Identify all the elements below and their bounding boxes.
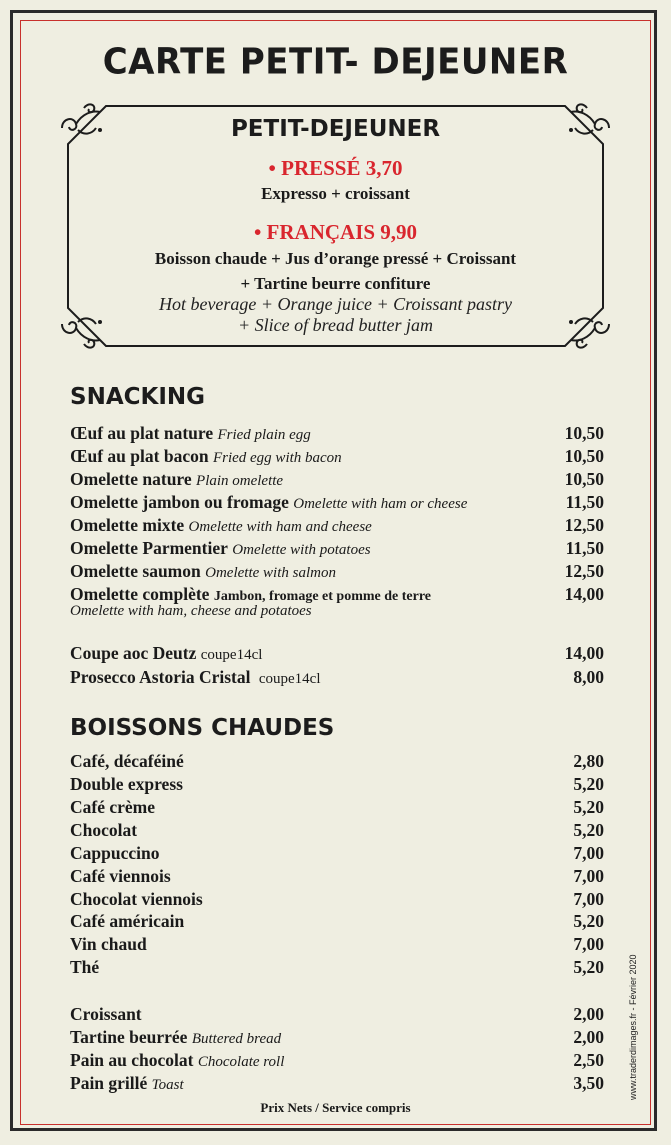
item-price: 10,50: [564, 446, 604, 466]
item-price: 5,20: [573, 797, 604, 817]
item-price: 5,20: [573, 774, 604, 794]
item-translation: Toast: [151, 1077, 184, 1093]
menu-item-row: [70, 843, 604, 865]
section-title-boissons-chaudes: BOISSONS CHAUDES: [70, 715, 335, 741]
item-price: 12,50: [564, 515, 604, 535]
menu-item-row: [70, 643, 604, 665]
item-name: Tartine beurrée: [70, 1027, 188, 1047]
menu-item-row: [70, 866, 604, 888]
menu-title: CARTE PETIT- DEJEUNER: [102, 41, 569, 83]
item-name: Omelette complète: [70, 584, 210, 604]
offer-presse-desc: Expresso + croissant: [261, 184, 410, 203]
menu-item-row: [70, 1027, 604, 1049]
item-price: 7,00: [573, 934, 604, 954]
item-name: Omelette saumon: [70, 561, 201, 581]
item-name: Café crème: [70, 797, 156, 817]
menu-item-row: [70, 820, 604, 842]
item-price: 14,00: [564, 584, 604, 604]
item-translation: Buttered bread: [191, 1031, 282, 1047]
item-translation: Plain omelette: [196, 473, 284, 489]
item-translation: Omelette with ham or cheese: [293, 496, 468, 512]
corner-swirl-ornament-icon: [567, 310, 613, 352]
menu-item-row: [70, 423, 604, 445]
item-name: Café viennois: [70, 866, 171, 886]
menu-item-row: [70, 957, 604, 979]
menu-item-row: [70, 1050, 604, 1072]
item-name: Thé: [70, 957, 100, 977]
item-translation: Fried plain egg: [217, 427, 311, 443]
item-price: 11,50: [565, 492, 604, 512]
menu-item-row: [70, 469, 604, 491]
corner-swirl-ornament-icon: [58, 100, 104, 142]
item-name: Omelette Parmentier: [70, 538, 228, 558]
menu-item-row: [70, 889, 604, 911]
item-price: 2,00: [573, 1004, 604, 1024]
menu-item-row: [70, 492, 604, 514]
item-name: Œuf au plat bacon: [70, 446, 209, 466]
offer-francais-en-2: + Slice of bread butter jam: [238, 315, 433, 335]
item-name: Double express: [70, 774, 183, 794]
item-unit: coupe14cl: [200, 647, 263, 663]
item-name: Prosecco Astoria Cristal: [70, 667, 251, 687]
item-price: 2,50: [573, 1050, 604, 1070]
offer-presse-name: • PRESSÉ 3,70: [268, 156, 403, 180]
item-price: 5,20: [573, 957, 604, 977]
item-name: Omelette nature: [70, 469, 192, 489]
item-price: 3,50: [573, 1073, 604, 1093]
item-price: 2,00: [573, 1027, 604, 1047]
menu-item-row: [70, 751, 604, 773]
side-credit: www.traderdimages.fr - Février 2020: [628, 954, 638, 1100]
item-name: Café américain: [70, 911, 185, 931]
menu-item-row: [70, 446, 604, 468]
menu-item-row: [70, 1073, 604, 1095]
corner-swirl-ornament-icon: [567, 100, 613, 142]
offer-francais-desc-1: Boisson chaude + Jus d’orange pressé + Croissant: [154, 249, 517, 268]
item-price: 12,50: [564, 561, 604, 581]
menu-item-row: [70, 934, 604, 956]
item-name: Cappuccino: [70, 843, 160, 863]
item-translation: Fried egg with bacon: [212, 450, 342, 466]
item-unit: coupe14cl: [258, 671, 321, 687]
menu-item-row: [70, 1004, 604, 1026]
item-name: Chocolat: [70, 820, 138, 840]
item-price: 2,80: [573, 751, 604, 771]
offer-francais-en-1: Hot beverage + Orange juice + Croissant pastry: [158, 294, 513, 314]
menu-item-row: [70, 561, 604, 583]
item-name: Vin chaud: [70, 934, 147, 954]
item-price: 5,20: [573, 911, 604, 931]
item-translation: Omelette with ham, cheese and potatoes: [70, 603, 312, 619]
item-price: 10,50: [564, 469, 604, 489]
breakfast-offer-box: [66, 104, 605, 348]
offer-francais-desc-2: + Tartine beurre confiture: [240, 274, 431, 293]
item-name: Omelette jambon ou fromage: [70, 492, 289, 512]
item-translation: Omelette with ham and cheese: [188, 519, 372, 535]
item-price: 5,20: [573, 820, 604, 840]
section-title-snacking: SNACKING: [70, 384, 206, 410]
item-name: Pain au chocolat: [70, 1050, 194, 1070]
menu-item-row: [70, 797, 604, 819]
item-name: Café, décaféiné: [70, 751, 184, 771]
item-price: 7,00: [573, 866, 604, 886]
menu-item-row: [70, 911, 604, 933]
promo-heading: PETIT-DEJEUNER: [230, 116, 441, 142]
item-name: Omelette mixte: [70, 515, 185, 535]
item-description: Jambon, fromage et pomme de terre: [213, 589, 432, 604]
item-price: 8,00: [573, 667, 604, 687]
item-name: Croissant: [70, 1004, 142, 1024]
corner-swirl-ornament-icon: [58, 310, 104, 352]
menu-item-row: [70, 667, 604, 689]
item-name: Œuf au plat nature: [70, 423, 214, 443]
offer-francais-name: • FRANÇAIS 9,90: [253, 220, 418, 244]
item-translation: Omelette with potatoes: [232, 542, 371, 558]
item-name: Coupe aoc Deutz: [70, 643, 197, 663]
menu-item-row: [70, 538, 604, 560]
item-name: Chocolat viennois: [70, 889, 203, 909]
item-price: 11,50: [565, 538, 604, 558]
item-price: 7,00: [573, 889, 604, 909]
item-price: 14,00: [564, 643, 604, 663]
footer-note: Prix Nets / Service compris: [260, 1100, 411, 1115]
menu-item-row: [70, 774, 604, 796]
item-translation: Chocolate roll: [197, 1054, 285, 1070]
item-price: 7,00: [573, 843, 604, 863]
item-name: Pain grillé: [70, 1073, 148, 1093]
item-translation: Omelette with salmon: [205, 565, 336, 581]
menu-item-row: [70, 515, 604, 537]
item-price: 10,50: [564, 423, 604, 443]
